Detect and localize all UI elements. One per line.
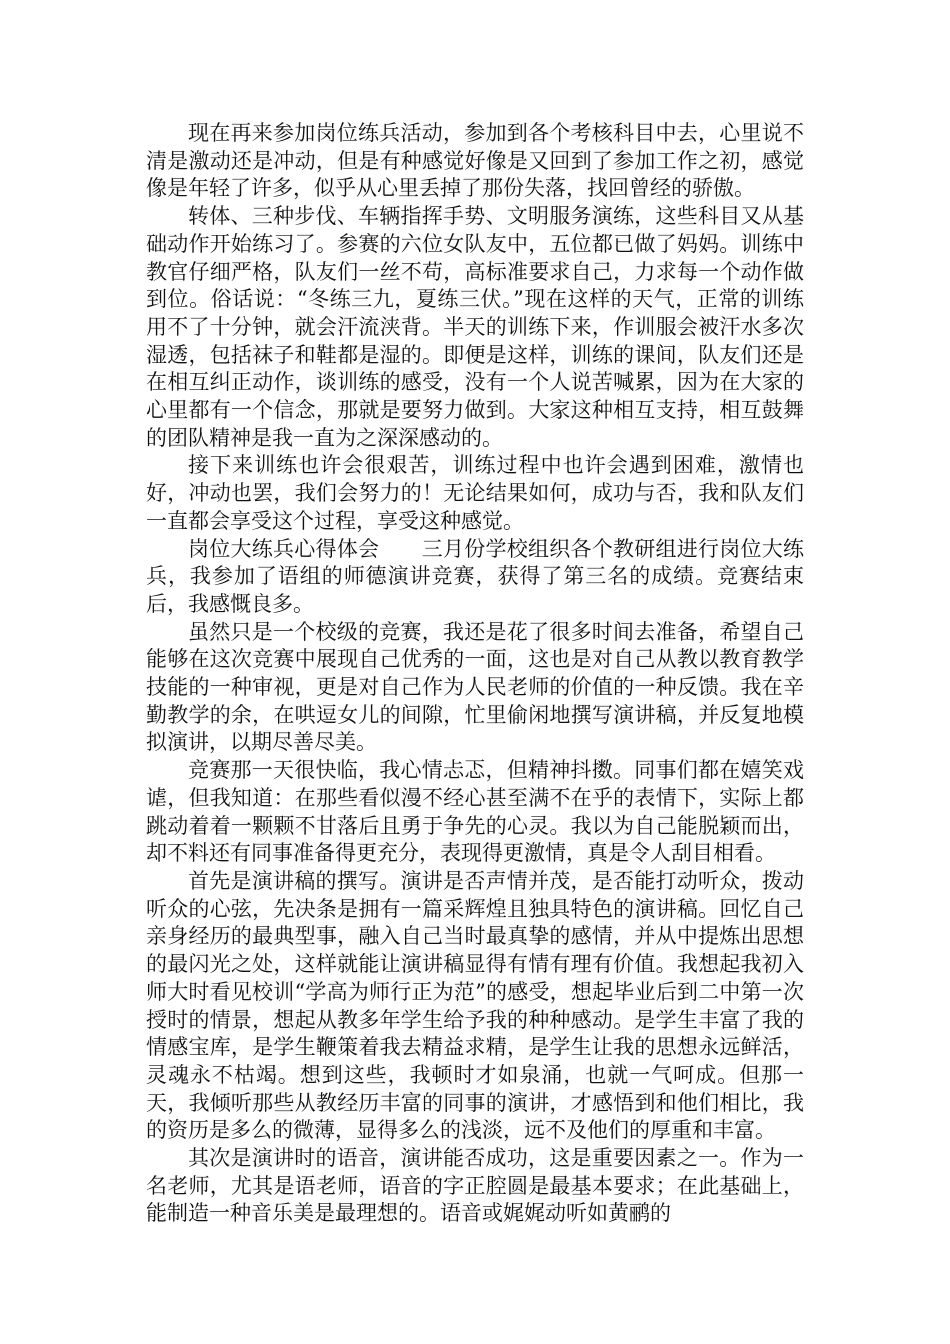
paragraph-4: 岗位大练兵心得体会 三月份学校组织各个教研组进行岗位大练兵，我参加了语组的师德演讲竞赛，获得了第三名的成绩。竞赛结束后，我感慨良多。 [146, 536, 804, 616]
paragraph-6: 竞赛那一天很快临，我心情忐忑，但精神抖擞。同事们都在嬉笑戏谑，但我知道：在那些看似漫不经心甚至满不在乎的表情下，实际上都跳动着着一颗颗不甘落后且勇于争先的心灵。我以为自己能脱颖而出，却不料还有同事准备得更充分，表现得更激情，真是令人刮目相看。 [146, 758, 804, 866]
paragraph-5: 虽然只是一个校级的竞赛，我还是花了很多时间去准备，希望自己能够在这次竞赛中展现自己优秀的一面，这也是对自己从教以教育教学技能的一种审视，更是对自己作为人民老师的价值的一种反馈。我在辛勤教学的余，在哄逗女儿的间隙，忙里偷闲地撰写演讲稿，并反复地模拟演讲，以期尽善尽美。 [146, 619, 804, 755]
paragraph-8: 其次是演讲时的语音，演讲能否成功，这是重要因素之一。作为一名老师，尤其是语老师，语音的字正腔圆是最基本要求；在此基础上，能制造一种音乐美是最理想的。语音或娓娓动听如黄鹂的 [146, 1146, 804, 1226]
paragraph-3: 接下来训练也许会很艰苦，训练过程中也许会遇到困难，激情也好，冲动也罢，我们会努力的！无论结果如何，成功与否，我和队友们一直都会享受这个过程，享受这种感觉。 [146, 453, 804, 533]
paragraph-2: 转体、三种步伐、车辆指挥手势、文明服务演练，这些科目又从基础动作开始练习了。参赛的六位女队友中，五位都已做了妈妈。训练中教官仔细严格，队友们一丝不苟，高标准要求自己，力求每一个动作做到位。俗话说：“冬练三九，夏练三伏。”现在这样的天气，正常的训练用不了十分钟，就会汗流浃背。半天的训练下来，作训服会被汗水多次湿透，包括袜子和鞋都是湿的。即便是这样，训练的课间，队友们还是在相互纠正动作，谈训练的感受，没有一个人说苦喊累，因为在大家的心里都有一个信念，那就是要努力做到。大家这种相互支持，相互鼓舞的团队精神是我一直为之深深感动的。 [146, 204, 804, 450]
paragraph-1: 现在再来参加岗位练兵活动，参加到各个考核科目中去，心里说不清是激动还是冲动，但是有种感觉好像是又回到了参加工作之初，感觉像是年轻了许多，似乎从心里丢掉了那份失落，找回曾经的骄傲。 [146, 121, 804, 201]
document-page [146, 120, 804, 1228]
paragraph-7: 首先是演讲稿的撰写。演讲是否声情并茂，是否能打动听众，拨动听众的心弦，先决条是拥有一篇采辉煌且独具特色的演讲稿。回忆自己亲身经历的最典型事，融入自己当时最真挚的感情，并从中提炼出思想的最闪光之处，这样就能让演讲稿显得有情有理有价值。我想起我初入师大时看见校训“学高为师行正为范”的感受，想起毕业后到二中第一次授时的情景，想起从教多年学生给予我的种种感动。是学生丰富了我的情感宝库，是学生鞭策着我去精益求精，是学生让我的思想永远鲜活，灵魂永不枯竭。想到这些，我顿时才如泉涌，也就一气呵成。但那一天，我倾听那些从教经历丰富的同事的演讲，才感悟到和他们相比，我的资历是多么的微薄，显得多么的浅淡，远不及他们的厚重和丰富。 [146, 868, 804, 1143]
